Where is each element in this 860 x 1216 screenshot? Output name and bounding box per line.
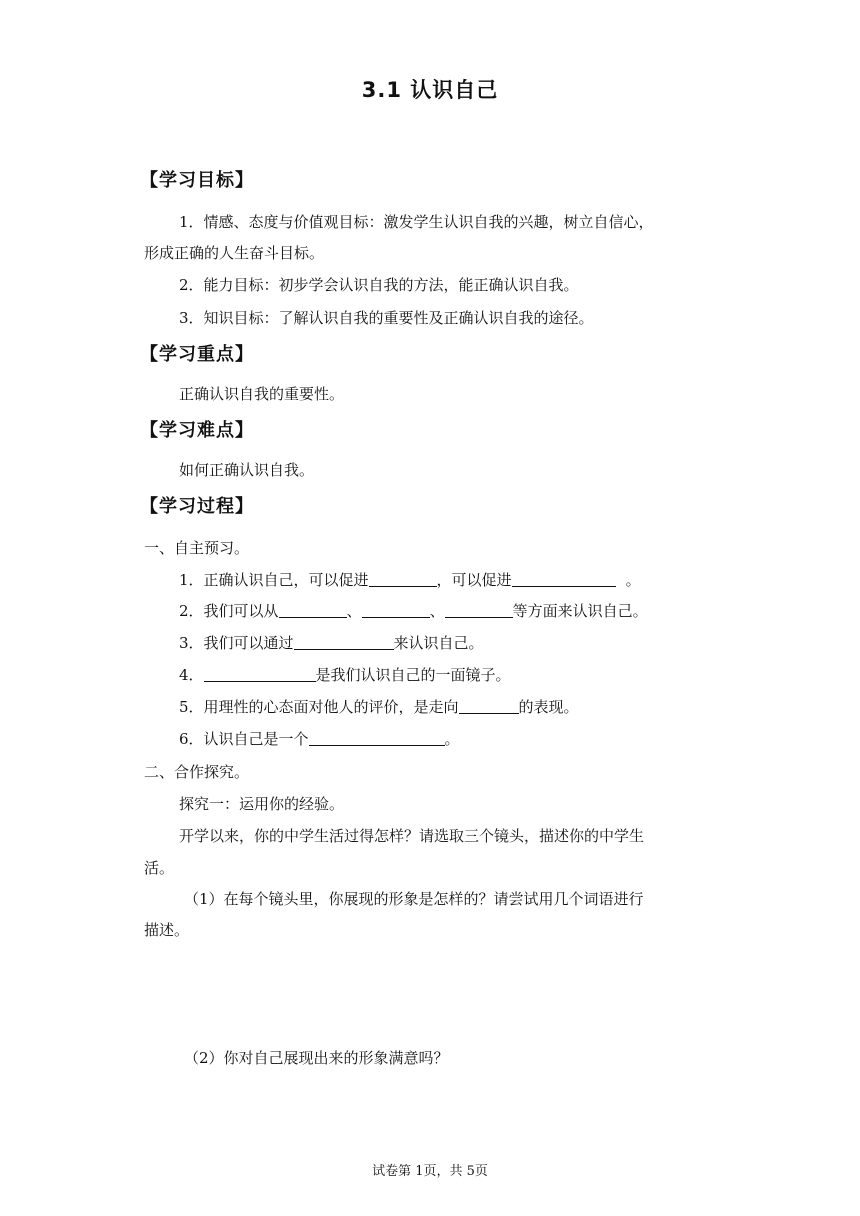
preview-question-3 — [179, 633, 484, 653]
preview-question-6 — [179, 729, 460, 749]
q5-text-a: 5．用理性的心态面对他人的评价，是走向 — [179, 698, 459, 716]
goal-item-1: 1．情感、态度与价值观目标：激发学生认识自我的兴趣，树立自信心， — [179, 213, 654, 231]
difficulty-text: 如何正确认识自我。 — [179, 461, 315, 479]
q1-text-b: ，可以促进 — [436, 571, 512, 589]
q2-sep-2: 、 — [429, 602, 445, 620]
q2-blank-2[interactable] — [362, 602, 430, 618]
preview-question-5 — [179, 697, 579, 717]
q1-text-a: 1．正确认识自己，可以促进 — [179, 571, 369, 589]
q4-text-b: 是我们认识自己的一面镜子。 — [315, 666, 511, 684]
goals-heading: 【学习目标】 — [140, 170, 254, 191]
q3-blank[interactable] — [294, 634, 394, 650]
preview-question-1 — [179, 570, 641, 590]
part2-title: 二、合作探究。 — [144, 763, 250, 781]
q2-text-b: 等方面来认识自己。 — [512, 602, 648, 620]
page-title: 3.1 认识自己 — [361, 78, 499, 102]
process-heading: 【学习过程】 — [140, 496, 254, 517]
page-footer: 试卷第 1页，共 5页 — [372, 1164, 488, 1179]
part1-title: 一、自主预习。 — [144, 539, 250, 557]
q6-text-b: 。 — [444, 730, 460, 748]
q2-text-a: 2．我们可以从 — [179, 602, 279, 620]
q4-text-a: 4． — [179, 666, 204, 684]
q1-blank-2[interactable] — [512, 571, 616, 587]
q3-text-a: 3．我们可以通过 — [179, 634, 294, 652]
q2-blank-1[interactable] — [279, 602, 347, 618]
goal-item-3: 3．知识目标：了解认识自我的重要性及正确认识自我的途径。 — [179, 309, 594, 327]
sub-question-1: （1）在每个镜头里，你展现的形象是怎样的？请尝试用几个词语进行 — [184, 890, 644, 908]
q2-sep-1: 、 — [346, 602, 362, 620]
q4-blank[interactable] — [204, 666, 316, 682]
key-point-heading: 【学习重点】 — [140, 344, 254, 365]
preview-question-4 — [179, 665, 511, 685]
preview-question-2 — [179, 601, 648, 621]
inquiry-1-prompt-cont: 活。 — [144, 859, 175, 877]
q1-text-c: 。 — [625, 571, 641, 589]
q3-text-b: 来认识自己。 — [393, 634, 484, 652]
q1-blank-1[interactable] — [369, 571, 437, 587]
key-point-text: 正确认识自我的重要性。 — [179, 385, 345, 403]
q2-blank-3[interactable] — [445, 602, 513, 618]
goal-item-1-cont: 形成正确的人生奋斗目标。 — [144, 244, 325, 262]
sub-question-1-cont: 描述。 — [144, 921, 190, 939]
q5-blank[interactable] — [459, 698, 519, 714]
q6-blank[interactable] — [309, 730, 445, 746]
q5-text-b: 的表现。 — [518, 698, 579, 716]
difficulty-heading: 【学习难点】 — [140, 420, 254, 441]
inquiry-1-title: 探究一：运用你的经验。 — [179, 795, 345, 813]
inquiry-1-prompt: 开学以来，你的中学生活过得怎样？请选取三个镜头，描述你的中学生 — [179, 827, 645, 845]
q6-text-a: 6．认识自己是一个 — [179, 730, 309, 748]
sub-question-2: （2）你对自己展现出来的形象满意吗？ — [184, 1049, 449, 1067]
goal-item-2: 2．能力目标：初步学会认识自我的方法，能正确认识自我。 — [179, 276, 579, 294]
